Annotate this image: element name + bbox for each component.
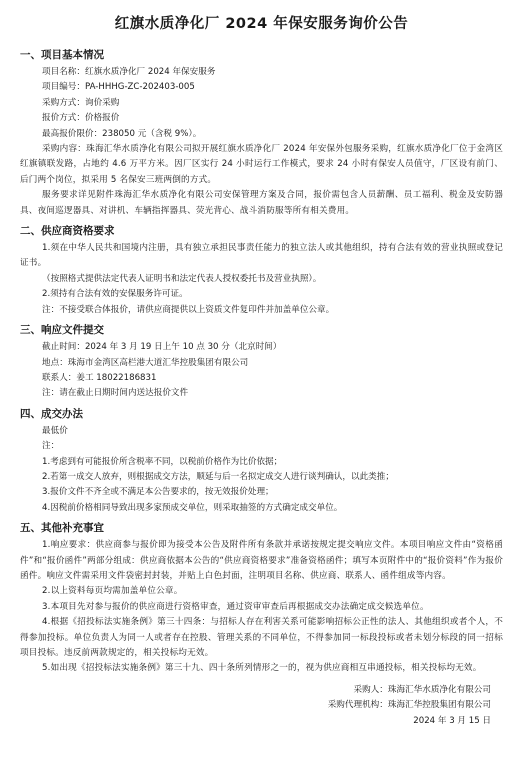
supplement-4: 4.根据《招投标法实施条例》第三十四条：与招标人存在利害关系可能影响招标公正性的法人、其他组织或者个人，不得参加投标。单位负责人为同一人或者存在控股、管理关系的不同单位，不得参加同一标段投标或者未划分标段的同一招标项目投标。违反前两款规定的，相关投标均无效。 xyxy=(20,617,503,658)
contact: 联系人：姜工 18022186831 xyxy=(42,372,157,383)
section-4-heading: 四、成交办法 xyxy=(20,407,83,420)
section-2-note: 注：不接受联合体报价，请供应商提供以上资质文件复印件并加盖单位公章。 xyxy=(42,304,335,315)
award-rule: 2.若第一成交人放弃，则根据成交方法，顺延与后一名拟定成交人进行谈判确认，以此类推； xyxy=(42,471,394,482)
requirement-1: 1.须在中华人民共和国境内注册，具有独立承担民事责任能力的独立法人或其他组织，持有合法有效的营业执照或登记证书。 xyxy=(20,243,503,269)
submission-place: 地点：珠海市金湾区高栏港大道汇华控股集团有限公司 xyxy=(42,357,249,368)
award-rule: 3.报价文件不齐全或不满足本公告要求的，按无效报价处理； xyxy=(42,487,274,498)
max-price: 最高报价限价：238050 元（含税 9%）。 xyxy=(42,128,202,139)
project-number: 项目编号：PA-HHHG-ZC-202403-005 xyxy=(42,82,195,93)
procurement-content: 采购内容：珠海汇华水质净化有限公司拟开展红旗水质净化厂 2024 年安保外包服务采购，红旗水质净化厂位于金湾区红旗镇联发路，占地约 4.6 万平方米。因厂区实行 24 小时运行工作模式，要求 24 小时有保安人员值守，厂区设有前门、后门两个岗位，拟采用 5 名保安三班两倒的方式。 xyxy=(20,144,503,185)
requirement-2: 2.须持有合法有效的安保服务许可证。 xyxy=(42,289,188,300)
requirement-1-note: （按照格式提供法定代表人证明书和法定代表人授权委托书及营业执照）。 xyxy=(42,273,322,284)
page-title: 红旗水质净化厂 2024 年保安服务询价公告 xyxy=(114,16,409,32)
award-rule: 1.考虑到有可能报价所含税率不同，以税前价格作为比价依据； xyxy=(42,456,283,467)
supplement-5: 5.如出现《招投标法实施条例》第三十九、四十条所列情形之一的，视为供应商相互串通投标，相关投标均无效。 xyxy=(42,663,482,674)
signature-date: 2024 年 3 月 15 日 xyxy=(413,715,491,726)
project-name: 项目名称：红旗水质净化厂 2024 年保安服务 xyxy=(42,67,216,77)
section-2-heading: 二、供应商资格要求 xyxy=(20,225,115,238)
section-5-heading: 五、其他补充事宜 xyxy=(20,522,104,535)
award-method: 最低价 xyxy=(42,425,68,436)
service-requirements: 服务要求详见附件珠海汇华水质净化有限公司安保管理方案及合同，报价需包含人员薪酬、员工福利、税金及安防器具、夜间巡逻器具、对讲机、车辆指挥器具、荧光背心、战斗消防服等所有相关费用。 xyxy=(20,190,503,216)
supplement-2: 2.以上资料每页均需加盖单位公章。 xyxy=(42,586,183,597)
award-rule: 4.因税前价格相同导致出现多家预成交单位，则采取抽签的方式确定成交单位。 xyxy=(42,502,343,513)
section-1-heading: 一、项目基本情况 xyxy=(20,49,104,61)
deadline: 截止时间：2024 年 3 月 19 日上午 10 点 30 分（北京时间） xyxy=(42,342,282,353)
supplement-3: 3.本项目先对参与报价的供应商进行资格审查，通过资审审查后再根据成交办法确定成交候选单位。 xyxy=(42,601,429,612)
procurement-method: 采购方式：询价采购 xyxy=(42,97,120,108)
section-3-note: 注：请在截止日期时间内送达报价文件 xyxy=(42,388,189,399)
supplement-1: 1.响应要求：供应商参与报价即为接受本公告及附件所有条款并承诺按规定提交响应文件。本项目响应文件由“资格函件”和“报价函件”两部分组成：供应商依据本公告的“供应商资格要求”准备资格函件；填写本页附件中的“报价资料”作为报价函件。响应文件需采用文件袋密封封装，并贴上白色封面，注明项目名称、供应商、联系人、函件组成等内容。 xyxy=(20,540,503,581)
quote-method: 报价方式：价格报价 xyxy=(42,113,120,124)
section-4-note-label: 注： xyxy=(42,441,60,452)
signature-buyer: 采购人：珠海汇华水质净化有限公司 xyxy=(353,684,491,695)
section-3-heading: 三、响应文件提交 xyxy=(20,324,104,337)
signature-agent: 采购代理机构：珠海汇华控股集团有限公司 xyxy=(327,700,491,711)
